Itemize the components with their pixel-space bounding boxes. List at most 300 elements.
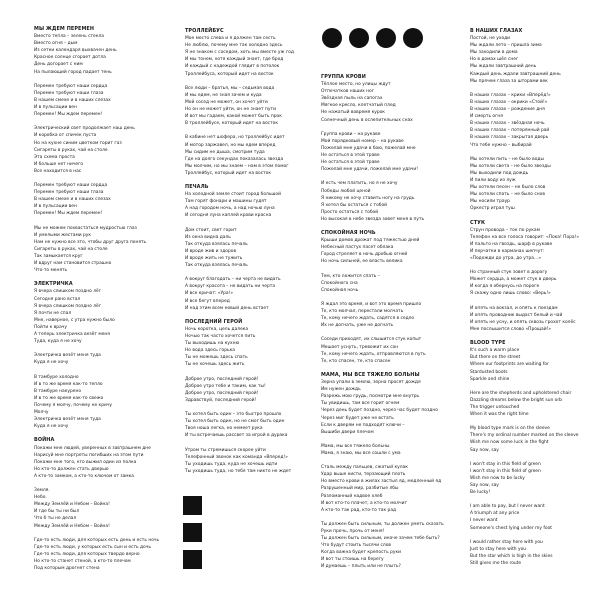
stanza bbox=[185, 85, 294, 128]
lyric-line: Sparkle and shine bbox=[470, 376, 510, 382]
lyric-line: Тёплое место, но улицы ждут bbox=[321, 82, 391, 88]
lyric-line: Say now, say bbox=[470, 447, 499, 453]
lyric-line: Спокойная ночь bbox=[321, 287, 359, 293]
lyric-line: И мы тонем, хотя каждый знает, где брод bbox=[185, 57, 284, 63]
lyric-line: Группа крови – на рукаве bbox=[321, 131, 381, 137]
circle-dot-icon bbox=[322, 28, 342, 48]
lyric-line: Что будут стоить тысячи слов bbox=[321, 543, 392, 549]
lyric-line: Те, кто молчал, перестали молчать bbox=[321, 309, 404, 315]
lyric-line: Say now, say bbox=[470, 483, 499, 488]
lyric-line: Пожелай мне удачи в бою, пожелай мне bbox=[321, 145, 416, 151]
lyric-line: И мотор заржавел, но мы едем вперед bbox=[185, 142, 276, 148]
square-block-icon bbox=[183, 550, 202, 569]
stanza bbox=[470, 305, 579, 333]
stanza bbox=[185, 447, 294, 475]
lyric-line: В тамбуре накурено bbox=[34, 388, 82, 394]
song-block bbox=[470, 340, 579, 567]
lyric-line: И смерть огня bbox=[470, 114, 503, 120]
lyric-line: И в то же время как-то свежо bbox=[34, 395, 104, 401]
lyric-line: В нашем смехе и в наших слезах bbox=[34, 197, 111, 203]
stanza bbox=[470, 92, 579, 149]
lyric-line: Я не знаком с соседом, хоть мы вместе уж год bbox=[185, 50, 294, 56]
lyric-line: Те, кто спасен, те, кто спасен bbox=[321, 358, 391, 364]
lyric-line: Ночью так часто хочется пить bbox=[185, 334, 256, 340]
lyric-line: Что-то менять bbox=[34, 268, 68, 274]
lyric-line: И ты встречаешь рассвет за игрой в дурака bbox=[185, 433, 288, 439]
lyric-line: Перемен требуют наши глаза bbox=[34, 90, 104, 96]
lyric-line: Ты хотел быть один – это быстро прошло bbox=[185, 412, 282, 418]
stanza bbox=[321, 81, 444, 124]
lyric-line: В тамбуре холодно bbox=[34, 374, 79, 380]
lyric-line: На холодной земле стоит город большой bbox=[185, 192, 281, 198]
lyric-line: И где бы ты ни был bbox=[34, 509, 80, 515]
lyric-line: Но ночь сильней, ее власть велика bbox=[321, 259, 403, 265]
lyric-line: Мы прячем глаза за шторами век bbox=[470, 78, 548, 84]
song-block bbox=[321, 372, 444, 571]
lyric-line: И вот ты стоишь на берегу bbox=[321, 557, 384, 563]
lyric-line: И вот мы гадаем, какой может быть прок bbox=[185, 114, 282, 120]
song-title: ВОЙНА bbox=[34, 437, 55, 444]
lyric-line: Я хотел бы остаться с тобой bbox=[321, 202, 388, 208]
lyric-line: Мы хотели спать – не было снов bbox=[470, 192, 545, 198]
lyric-line: Все люди – братья, мы – седьмая вода bbox=[185, 85, 275, 91]
lyric-line: Вышиби двери плечом bbox=[321, 429, 374, 435]
song-title: ПЕЧАЛЬ bbox=[185, 184, 209, 191]
stanza bbox=[34, 445, 159, 480]
lyric-line: A triumph at any price bbox=[470, 511, 520, 517]
lyric-line: Звёздная пыль на сапогах bbox=[321, 96, 383, 102]
stanza bbox=[34, 125, 159, 175]
lyric-line: Stardusted boots bbox=[470, 369, 508, 375]
square-block-icon bbox=[183, 523, 202, 542]
lyric-line: Не нажатый вовремя курок bbox=[321, 110, 385, 116]
lyric-line: Покажи мне того, кто выжил один из полка bbox=[34, 459, 137, 465]
lyric-line: Им нужен дождь bbox=[321, 387, 361, 393]
lyric-line: It's such a warm place bbox=[470, 348, 520, 354]
lyric-line: Я ждал это время, и вот это время пришло bbox=[321, 302, 422, 307]
lyric-line: Ночь коротка, цель далека bbox=[185, 326, 249, 332]
lyric-line: Перемен требуют наши сердца bbox=[34, 183, 108, 189]
stanza bbox=[185, 227, 294, 270]
lyric-line: Так откуда взялась печаль bbox=[185, 241, 248, 247]
lyric-line: Вместо огня – дым bbox=[34, 41, 78, 47]
stanza bbox=[470, 503, 579, 531]
stanza bbox=[470, 35, 579, 85]
lyric-line: Но он не может уйти, он не знает пути bbox=[185, 107, 276, 113]
lyric-line: Через день будет поздно, через час будет поздно bbox=[321, 408, 438, 414]
lyric-line: Нам не нужно все это, чтобы друг друга понять bbox=[34, 239, 147, 245]
lyric-line: Но кто-то станет стеной, а кто-то плечом bbox=[34, 559, 131, 565]
lyric-line: But there on the street bbox=[470, 355, 521, 361]
lyric-line: И когда я обернусь на пороге bbox=[470, 284, 540, 290]
lyric-line: Ты хотел быть один, но не смог быть один bbox=[185, 419, 285, 425]
lyric-line: Мне послышится слово «Прощай!» bbox=[470, 326, 552, 332]
stanza bbox=[470, 390, 579, 418]
lyric-line: Солнечный день в ослепительных снах bbox=[321, 117, 413, 123]
lyric-line: Ты должен быть сильным, ты должен уметь сказать bbox=[321, 521, 444, 527]
lyric-line: Троллейбус, который идет на восток bbox=[185, 170, 272, 176]
lyric-line: И все бегут вперед bbox=[185, 298, 230, 304]
song-title: МЫ ЖДЕМ ПЕРЕМЕН bbox=[34, 26, 95, 32]
lyric-line: Соседи приходят, их слышится стук копыт bbox=[321, 337, 422, 343]
lyric-line: When it was the right time bbox=[470, 412, 529, 418]
lyric-line: Победы любой ценой bbox=[321, 188, 371, 194]
lyric-line: Но на кухне синим цветком горит газ bbox=[34, 140, 122, 146]
lyric-line: Мы ждали завтрашний день bbox=[470, 64, 537, 70]
lyric-line: В наших глазах – рождение дня bbox=[470, 107, 545, 113]
stanza bbox=[321, 379, 444, 436]
lyrics-column-1 bbox=[34, 26, 159, 579]
stanza bbox=[470, 425, 579, 453]
lyric-line: Мое место слева и я должен там сесть bbox=[185, 36, 276, 42]
lyric-line: И в пульсации вен bbox=[34, 204, 77, 210]
lyric-line: Ты выходишь на кухню bbox=[185, 341, 240, 347]
stanza bbox=[185, 376, 294, 404]
lyric-line: Дом стоит, свет горит bbox=[185, 227, 237, 233]
lyrics-column-2 bbox=[185, 28, 294, 482]
lyric-line: Земля. bbox=[34, 488, 50, 494]
lyric-line: Я почти не спал bbox=[34, 310, 72, 316]
lyric-line: Be lucky! bbox=[470, 490, 491, 496]
lyric-line: Куда я не хочу bbox=[34, 424, 69, 430]
stanza bbox=[34, 225, 159, 275]
song-block bbox=[185, 184, 294, 312]
circle-dot-icon bbox=[376, 28, 396, 48]
lyric-line: Я вчера слишком поздно лёг bbox=[34, 303, 102, 309]
lyric-line: Here are the shepherds and upholstered chair bbox=[470, 390, 572, 396]
lyric-line: А теперь электричка везёт меня bbox=[34, 332, 110, 338]
lyric-line: My blood type mark is on the sleeve bbox=[470, 426, 550, 432]
lyric-line: Телефон на все голоса говорит: «Пока! Пора!» bbox=[470, 234, 580, 240]
lyric-line: Мы хотели света – не было звезды bbox=[470, 163, 551, 169]
song-title: ТРОЛЛЕЙБУС bbox=[185, 28, 224, 34]
lyric-line: Что б ты не делал bbox=[34, 516, 77, 522]
stanza bbox=[34, 537, 159, 572]
lyric-line: На пылающий город падает тень bbox=[34, 69, 112, 75]
stanza bbox=[470, 347, 579, 382]
lyric-line: Мы не можем похвастаться мудростью глаз bbox=[34, 225, 137, 231]
lyric-line: Так замыкается круг bbox=[34, 254, 83, 259]
lyric-line: I am able to pay, but I never want bbox=[470, 504, 545, 510]
lyric-line: Крыши домов дрожат под тяжестью дней bbox=[321, 238, 420, 244]
song-title: В НАШИХ ГЛАЗАХ bbox=[470, 28, 523, 34]
song-block bbox=[34, 26, 159, 274]
lyric-line: Почему я молчу, почему не кричу bbox=[34, 402, 113, 408]
lyric-line: Струн провода – ток по рукам bbox=[470, 227, 540, 233]
lyric-line: В наших глазах – окрики «Стой!» bbox=[470, 99, 548, 105]
lyric-line: Если к дверям не подходят ключи – bbox=[321, 422, 405, 428]
lyric-line: И коробка от спичек пуста bbox=[34, 133, 97, 139]
lyric-line: Но вместо крови в жилах застыл яд, медленный яд bbox=[321, 479, 442, 485]
song-block bbox=[34, 437, 159, 572]
lyric-line: Wish me now to be lucky bbox=[470, 475, 525, 481]
stanza bbox=[470, 227, 579, 262]
lyric-line: И больше нет ничего bbox=[34, 161, 84, 167]
stanza bbox=[34, 182, 159, 217]
lyric-line: И умелыми жестами рук bbox=[34, 232, 92, 238]
lyric-line: Молчу bbox=[34, 410, 49, 416]
lyric-line: Ты увидишь, там все горит огнем bbox=[321, 401, 400, 407]
lyric-line: Удар выше кисти, терзающий плоть bbox=[321, 472, 406, 478]
lyric-line: Мой порядковый номер – на рукаве bbox=[321, 138, 404, 144]
lyric-line: И опять проводник выдаст белый и чай bbox=[470, 312, 563, 318]
lyric-line: Мой сосед не может, он хочет уйти bbox=[185, 99, 268, 105]
lyric-line: И опять не усну, и опять сквозь грохот колёс bbox=[470, 319, 576, 325]
stanza bbox=[321, 521, 444, 571]
stanza bbox=[34, 374, 159, 431]
stanza bbox=[185, 411, 294, 439]
stanza bbox=[185, 276, 294, 311]
lyric-line: Под которым дрогнет стена bbox=[34, 566, 100, 572]
lyric-line: Мы ждали лето – пришла зима bbox=[470, 43, 542, 49]
stanza bbox=[185, 326, 294, 369]
lyrics-column-3 bbox=[321, 74, 444, 578]
lyric-line: Пойти к врачу bbox=[34, 324, 67, 330]
song-title: BLOOD TYPE bbox=[470, 340, 506, 347]
lyric-line: И над этим всем новый день встает bbox=[185, 305, 269, 311]
lyric-line: Перемен! Мы ждем перемен! bbox=[34, 211, 103, 217]
lyric-line: Между Землёй и Небом – Война! bbox=[34, 502, 110, 508]
lyric-line: И пальто на гвоздь, шарф в рукаве bbox=[470, 241, 553, 247]
circle-dot-icon bbox=[349, 28, 369, 48]
lyric-line: Ты должен быть сильным, иначе зачем тебе быть? bbox=[321, 536, 440, 542]
lyric-line: I won't stay in this field of green bbox=[470, 468, 541, 474]
lyric-line: Город стреляет в ночь дробью огней bbox=[321, 252, 408, 258]
lyric-line: Мы молчим, но мы знаем – нам в этом помог bbox=[185, 163, 289, 169]
lyric-line: А над городом ночь, а над ночью луна bbox=[185, 206, 275, 212]
lyric-line: Через миг будет уже не встать bbox=[321, 415, 394, 421]
lyric-line: Where our footprints are waiting for bbox=[470, 362, 549, 368]
lyric-line: Когда важна будет крепость руки bbox=[321, 550, 401, 556]
song-block bbox=[185, 319, 294, 475]
song-title: ПОСЛЕДНИЙ ГЕРОЙ bbox=[185, 318, 243, 325]
lyric-line: И думаешь – плыть или не плыть? bbox=[321, 564, 401, 570]
lyric-line: Их не догнать, уже не догнать bbox=[321, 323, 394, 329]
lyric-line: В наших глазах – звёздная ночь bbox=[470, 121, 545, 127]
lyric-line: День догорает с ним bbox=[34, 62, 83, 68]
lyric-line: Эта схема проста bbox=[34, 154, 75, 160]
lyric-line: Покажи мне людей, уверенных в завтрашнем дне bbox=[34, 445, 151, 451]
lyric-line: Электричка везёт меня туда bbox=[34, 417, 101, 423]
lyric-line: Небесный пастух пасет облака bbox=[321, 245, 394, 251]
lyric-line: Не люблю, почему мне так холодно здесь bbox=[185, 43, 283, 49]
lyric-line: Электрический свет продолжает наш день bbox=[34, 126, 135, 132]
lyric-line: Dazzling dreams below the bright sun orb bbox=[470, 397, 562, 403]
stanza bbox=[470, 269, 579, 297]
lyric-line: И в пульсации вен bbox=[34, 105, 77, 111]
lyric-line: Нарисуй мне портреты погибших на этом пути bbox=[34, 452, 144, 458]
lyric-line: Но вода здесь горька bbox=[185, 348, 235, 354]
stanza bbox=[34, 33, 159, 76]
stanza bbox=[321, 301, 444, 329]
lyric-line: Я скажу одно лишь слово: «Верь!» bbox=[470, 291, 551, 297]
stanza bbox=[185, 35, 294, 78]
lyric-line: Сегодня рано встал bbox=[34, 296, 81, 302]
lyric-line: И в то же время как-то тепло bbox=[34, 381, 103, 387]
lyric-line: Просто остаться с тобой bbox=[321, 209, 379, 215]
lyric-line: В нашем смехе и в наших слезах bbox=[34, 97, 111, 103]
lyric-line: The trigger untouched bbox=[470, 404, 520, 410]
stanza bbox=[34, 352, 159, 366]
lyric-line: Разрушенный мир, разбитые лбы bbox=[321, 486, 399, 492]
lyric-line: Still gives me the route bbox=[470, 561, 522, 567]
stanza bbox=[321, 443, 444, 457]
lyrics-column-4 bbox=[470, 28, 579, 574]
lyric-line: Твоя ноша легка, но немеет рука bbox=[185, 426, 263, 432]
lyric-line: Спокойного сна bbox=[321, 280, 358, 286]
lyric-line: В троллейбусе, который идет на восток bbox=[185, 121, 278, 127]
lyric-line: «Подожди до утра, до утра…» bbox=[470, 256, 542, 261]
lyric-line: Где на долго секундах показалась звезда bbox=[185, 156, 284, 162]
lyric-line: Сталь между пальцев, сжатый кулак bbox=[321, 465, 408, 471]
lyric-line: Троллейбуса, который идет на восток bbox=[185, 71, 274, 77]
stanza bbox=[321, 237, 444, 265]
lyric-line: И пили воду из луж bbox=[470, 177, 516, 183]
lyric-line: В наших глазах – закрытая дверь bbox=[470, 135, 549, 141]
lyric-line: Мы хотели песен – не было слов bbox=[470, 185, 546, 191]
lyric-line: Я вчера слишком поздно лёг bbox=[34, 289, 102, 295]
lyric-line: Те, кому нечего ждать, отправляются в путь bbox=[321, 351, 426, 357]
lyric-line: Сигареты в руках, чай на столе bbox=[34, 246, 108, 252]
square-block-icon bbox=[183, 496, 202, 515]
lyric-line: Тем, кто ложится спать – bbox=[321, 273, 380, 279]
lyric-line: Пожелай мне удачи, пожелай мне удачи! bbox=[321, 167, 419, 173]
lyric-line: But the star which is high in the skies bbox=[470, 553, 553, 559]
stanza bbox=[34, 288, 159, 345]
lyric-line: There's my ordinal number marked on the sleeve bbox=[470, 433, 579, 439]
lyric-line: Что тебе нужно – выбирай bbox=[470, 142, 532, 148]
lyric-line: Ты не хочешь здесь жить bbox=[185, 362, 245, 368]
lyric-line: I won't stay in this field of green bbox=[470, 461, 541, 467]
lyric-line: Мы заходили в дома bbox=[470, 50, 518, 56]
lyric-line: Небо. bbox=[34, 495, 47, 501]
lyric-line: Утром ты стремишься скорее уйти bbox=[185, 447, 266, 453]
lyric-line: Из окна видна даль bbox=[185, 234, 231, 240]
lyric-line: Мягкое кресло, клетчатый плед bbox=[321, 103, 396, 109]
lyric-line: Wish me now some luck in the fight bbox=[470, 440, 549, 446]
lyric-line: Между Землёй и Небом – Война! bbox=[34, 523, 110, 529]
song-title: СТУК bbox=[470, 219, 486, 226]
lyric-line: Разломанный надвое хлеб bbox=[321, 493, 383, 499]
lyric-line: Электричка везёт меня туда bbox=[34, 353, 101, 359]
lyric-line: Just to stay here with you bbox=[470, 546, 527, 552]
lyric-line: Разрежь мою грудь, посмотри мне внутрь bbox=[321, 394, 420, 400]
lyric-line: Каждый день ждали завтрашний день bbox=[470, 71, 561, 77]
lyric-line: I would rather stay here with you bbox=[470, 539, 543, 545]
lyric-line: Все находится в нас bbox=[34, 168, 82, 174]
lyric-line: Доброе утро, последний герой! bbox=[185, 390, 259, 396]
song-title: ГРУППА КРОВИ bbox=[321, 74, 366, 80]
stanza bbox=[321, 336, 444, 364]
lyric-line: В наших глазах – потерянный рай bbox=[470, 128, 550, 134]
stanza bbox=[185, 134, 294, 177]
lyric-line: Но в домах шёл снег bbox=[470, 57, 519, 63]
lyric-line: И вроде жив и здоров bbox=[185, 248, 237, 254]
lyric-line: И перчатки в карманах шепчут: bbox=[470, 248, 545, 254]
song-block bbox=[470, 220, 579, 334]
lyric-line: Отпечатков наших ног bbox=[321, 89, 375, 95]
lyric-line: И сегодня луна каплей крови красна bbox=[185, 213, 272, 219]
lyric-line: Постой, не уходи bbox=[470, 36, 511, 42]
lyric-line: Не остаться в этой траве bbox=[321, 153, 380, 159]
lyric-line: А вокруг благодать – ни черта не видать bbox=[185, 277, 281, 283]
lyric-line: Мешает уснуть, тревожит их сон bbox=[321, 344, 399, 350]
lyric-line: Я никому не хочу ставить ногу на грудь bbox=[321, 195, 415, 201]
song-title: МАМА, МЫ ВСЕ ТЯЖЕЛО БОЛЬНЫ bbox=[321, 371, 420, 378]
stanza bbox=[34, 83, 159, 118]
lyric-line: А кто-то так рад, кто-то так рад bbox=[321, 507, 397, 513]
lyric-line: Мы сидим не дыша, смотрим туда bbox=[185, 149, 265, 155]
lyric-line: Доброе утро, последний герой! bbox=[185, 376, 259, 382]
lyric-line: Мы хотели пить – не было воды bbox=[470, 156, 544, 162]
lyric-line: Мы носили траур bbox=[470, 199, 510, 205]
stanza bbox=[321, 464, 444, 514]
lyric-line: Телефонный звонок как команда «Вперед!» bbox=[185, 454, 288, 460]
stanza bbox=[321, 180, 444, 223]
lyric-line: Куда я не хочу bbox=[34, 360, 69, 366]
song-block bbox=[321, 230, 444, 365]
lyric-line: Руки прочь, прочь от меня! bbox=[321, 529, 385, 534]
stanza bbox=[321, 131, 444, 174]
lyric-line: Здравствуй, последний герой! bbox=[185, 397, 257, 403]
lyric-line: Вместо тепла – зелень стекла bbox=[34, 34, 104, 40]
stanza bbox=[470, 539, 579, 567]
stanza bbox=[470, 461, 579, 496]
lyric-line: Перемен! Мы ждем перемен! bbox=[34, 112, 103, 118]
lyric-line: Перемен требуют наши сердца bbox=[34, 83, 108, 89]
lyric-line: И мы едем, не зная зачем и куда bbox=[185, 92, 262, 98]
lyric-line: Мама, я знаю, мы все сошли с ума bbox=[321, 450, 401, 456]
lyric-line: Так откуда взялась печаль bbox=[185, 263, 248, 269]
lyric-line: Сигареты в руках, чай на столе bbox=[34, 147, 108, 153]
lyric-line: Ты уходишь туда, но тебя там никто не ждет bbox=[185, 468, 292, 474]
lyric-line: Туда, куда я не хочу bbox=[34, 339, 82, 345]
lyric-line: А вокруг красота – не видать ни черта bbox=[185, 284, 276, 290]
lyric-line: Может сердца, а может стук в дверь bbox=[470, 277, 557, 283]
song-title: ЭЛЕКТРИЧКА bbox=[34, 281, 73, 288]
lyric-line: И вдруг нам становится страшно bbox=[34, 261, 112, 267]
stanza bbox=[34, 487, 159, 530]
lyric-line: Перемен требуют наши глаза bbox=[34, 190, 104, 196]
lyric-line: Но высокая в небе звезда зовет меня в путь bbox=[321, 216, 425, 222]
song-block bbox=[185, 28, 294, 177]
lyric-line: Мама, мы все тяжело больны bbox=[321, 443, 390, 449]
lyric-line: I never want bbox=[470, 518, 498, 524]
lyric-line: Красное солнце сгорает дотла bbox=[34, 55, 106, 61]
song-title: СПОКОЙНАЯ НОЧЬ bbox=[321, 230, 376, 237]
stanza bbox=[470, 156, 579, 213]
lyric-line: И есть чем платить, но я не хочу bbox=[321, 181, 398, 187]
song-block bbox=[34, 281, 159, 430]
lyric-line: Там горят фонари и машины гудят bbox=[185, 199, 267, 205]
lyric-line: Зерна упали в землю, зерна просят дождя bbox=[321, 380, 421, 386]
lyric-line: В кабине нет шофера, но троллейбус идет bbox=[185, 135, 285, 141]
lyric-line: Не остаться в этой траве bbox=[321, 160, 380, 166]
lyric-line: И опять на вокзал, и опять к поездам bbox=[470, 305, 558, 311]
lyric-line: Но странный стук зовет в дорогу bbox=[470, 270, 548, 276]
lyric-line: Доброе утро тебе и таким, как ты! bbox=[185, 383, 266, 389]
lyric-line: Где-то есть люди, у которых есть сын и есть дочь bbox=[34, 544, 151, 550]
lyric-line: И вот кто-то плачет, а кто-то молчит bbox=[321, 500, 408, 506]
lyric-line: Оркестр играл туш bbox=[470, 206, 515, 212]
lyric-line: А кто-то замком, а кто-то ключом от замка bbox=[34, 473, 134, 479]
lyric-line: Ты не можешь здесь спать bbox=[185, 355, 248, 361]
lyric-line: В наших глазах – крики «Вперёд!» bbox=[470, 92, 551, 98]
circle-dot-icon bbox=[403, 28, 423, 48]
lyric-line: И все кричат: «Ура!» bbox=[185, 291, 234, 297]
stanza bbox=[185, 191, 294, 219]
song-block bbox=[470, 28, 579, 212]
